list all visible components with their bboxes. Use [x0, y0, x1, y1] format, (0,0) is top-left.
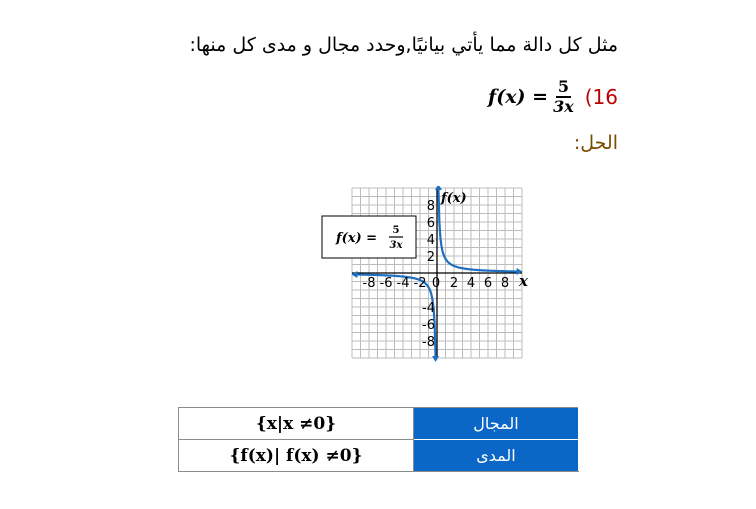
y-tick-label: 2 — [426, 250, 435, 265]
x-tick-label: 0 — [431, 276, 441, 291]
problem-number: (16 — [584, 85, 618, 109]
y-tick-label: -8 — [422, 335, 435, 350]
range-value: {f(x)| f(x) ≠0} — [229, 445, 363, 466]
y-tick-label: 8 — [426, 199, 435, 214]
function-label-box — [322, 216, 416, 258]
x-tick-label: -8 — [362, 276, 376, 291]
domain-range-table — [178, 407, 579, 472]
x-tick-label: 2 — [449, 276, 459, 291]
problem-statement — [488, 74, 618, 120]
problem-denominator: 3x — [553, 97, 574, 116]
range-label-cell — [414, 440, 579, 472]
domain-label-cell — [414, 408, 579, 440]
x-tick-label: 8 — [500, 276, 510, 291]
domain-label: المجال — [473, 414, 519, 433]
problem-numerator: 5 — [557, 77, 569, 97]
table-row-domain — [179, 408, 579, 440]
x-tick-label: 4 — [466, 276, 476, 291]
curve-arrow-down — [432, 356, 439, 362]
solution-label: الحل: — [573, 132, 618, 154]
y-axis-label: f(x) — [441, 191, 467, 206]
y-tick-label: 4 — [426, 233, 435, 248]
x-tick-label: -6 — [379, 276, 393, 291]
instruction-text: مثل كل دالة مما يأتي بيانيًا,وحدد مجال و مدى كل منها: — [189, 34, 618, 56]
y-tick-label: -6 — [422, 318, 435, 333]
problem-function-lhs: f(x) = — [488, 86, 549, 108]
label-box-denominator: 3x — [389, 240, 403, 251]
problem-fraction — [551, 78, 576, 115]
x-tick-label: 6 — [483, 276, 493, 291]
x-tick-label: -2 — [413, 276, 427, 291]
function-graph — [320, 186, 530, 382]
range-value-cell — [179, 440, 414, 472]
x-axis-label: x — [519, 272, 528, 290]
label-box-numerator: 5 — [392, 225, 400, 236]
y-tick-label: -4 — [422, 301, 435, 316]
range-label: المدى — [476, 446, 516, 465]
domain-value-cell — [179, 408, 414, 440]
y-tick-label: 6 — [426, 216, 435, 231]
table-row-range — [179, 440, 579, 472]
domain-value: {x|x ≠0} — [255, 413, 337, 434]
x-tick-label: -4 — [396, 276, 410, 291]
label-box-lhs: f(x) = — [336, 231, 378, 246]
